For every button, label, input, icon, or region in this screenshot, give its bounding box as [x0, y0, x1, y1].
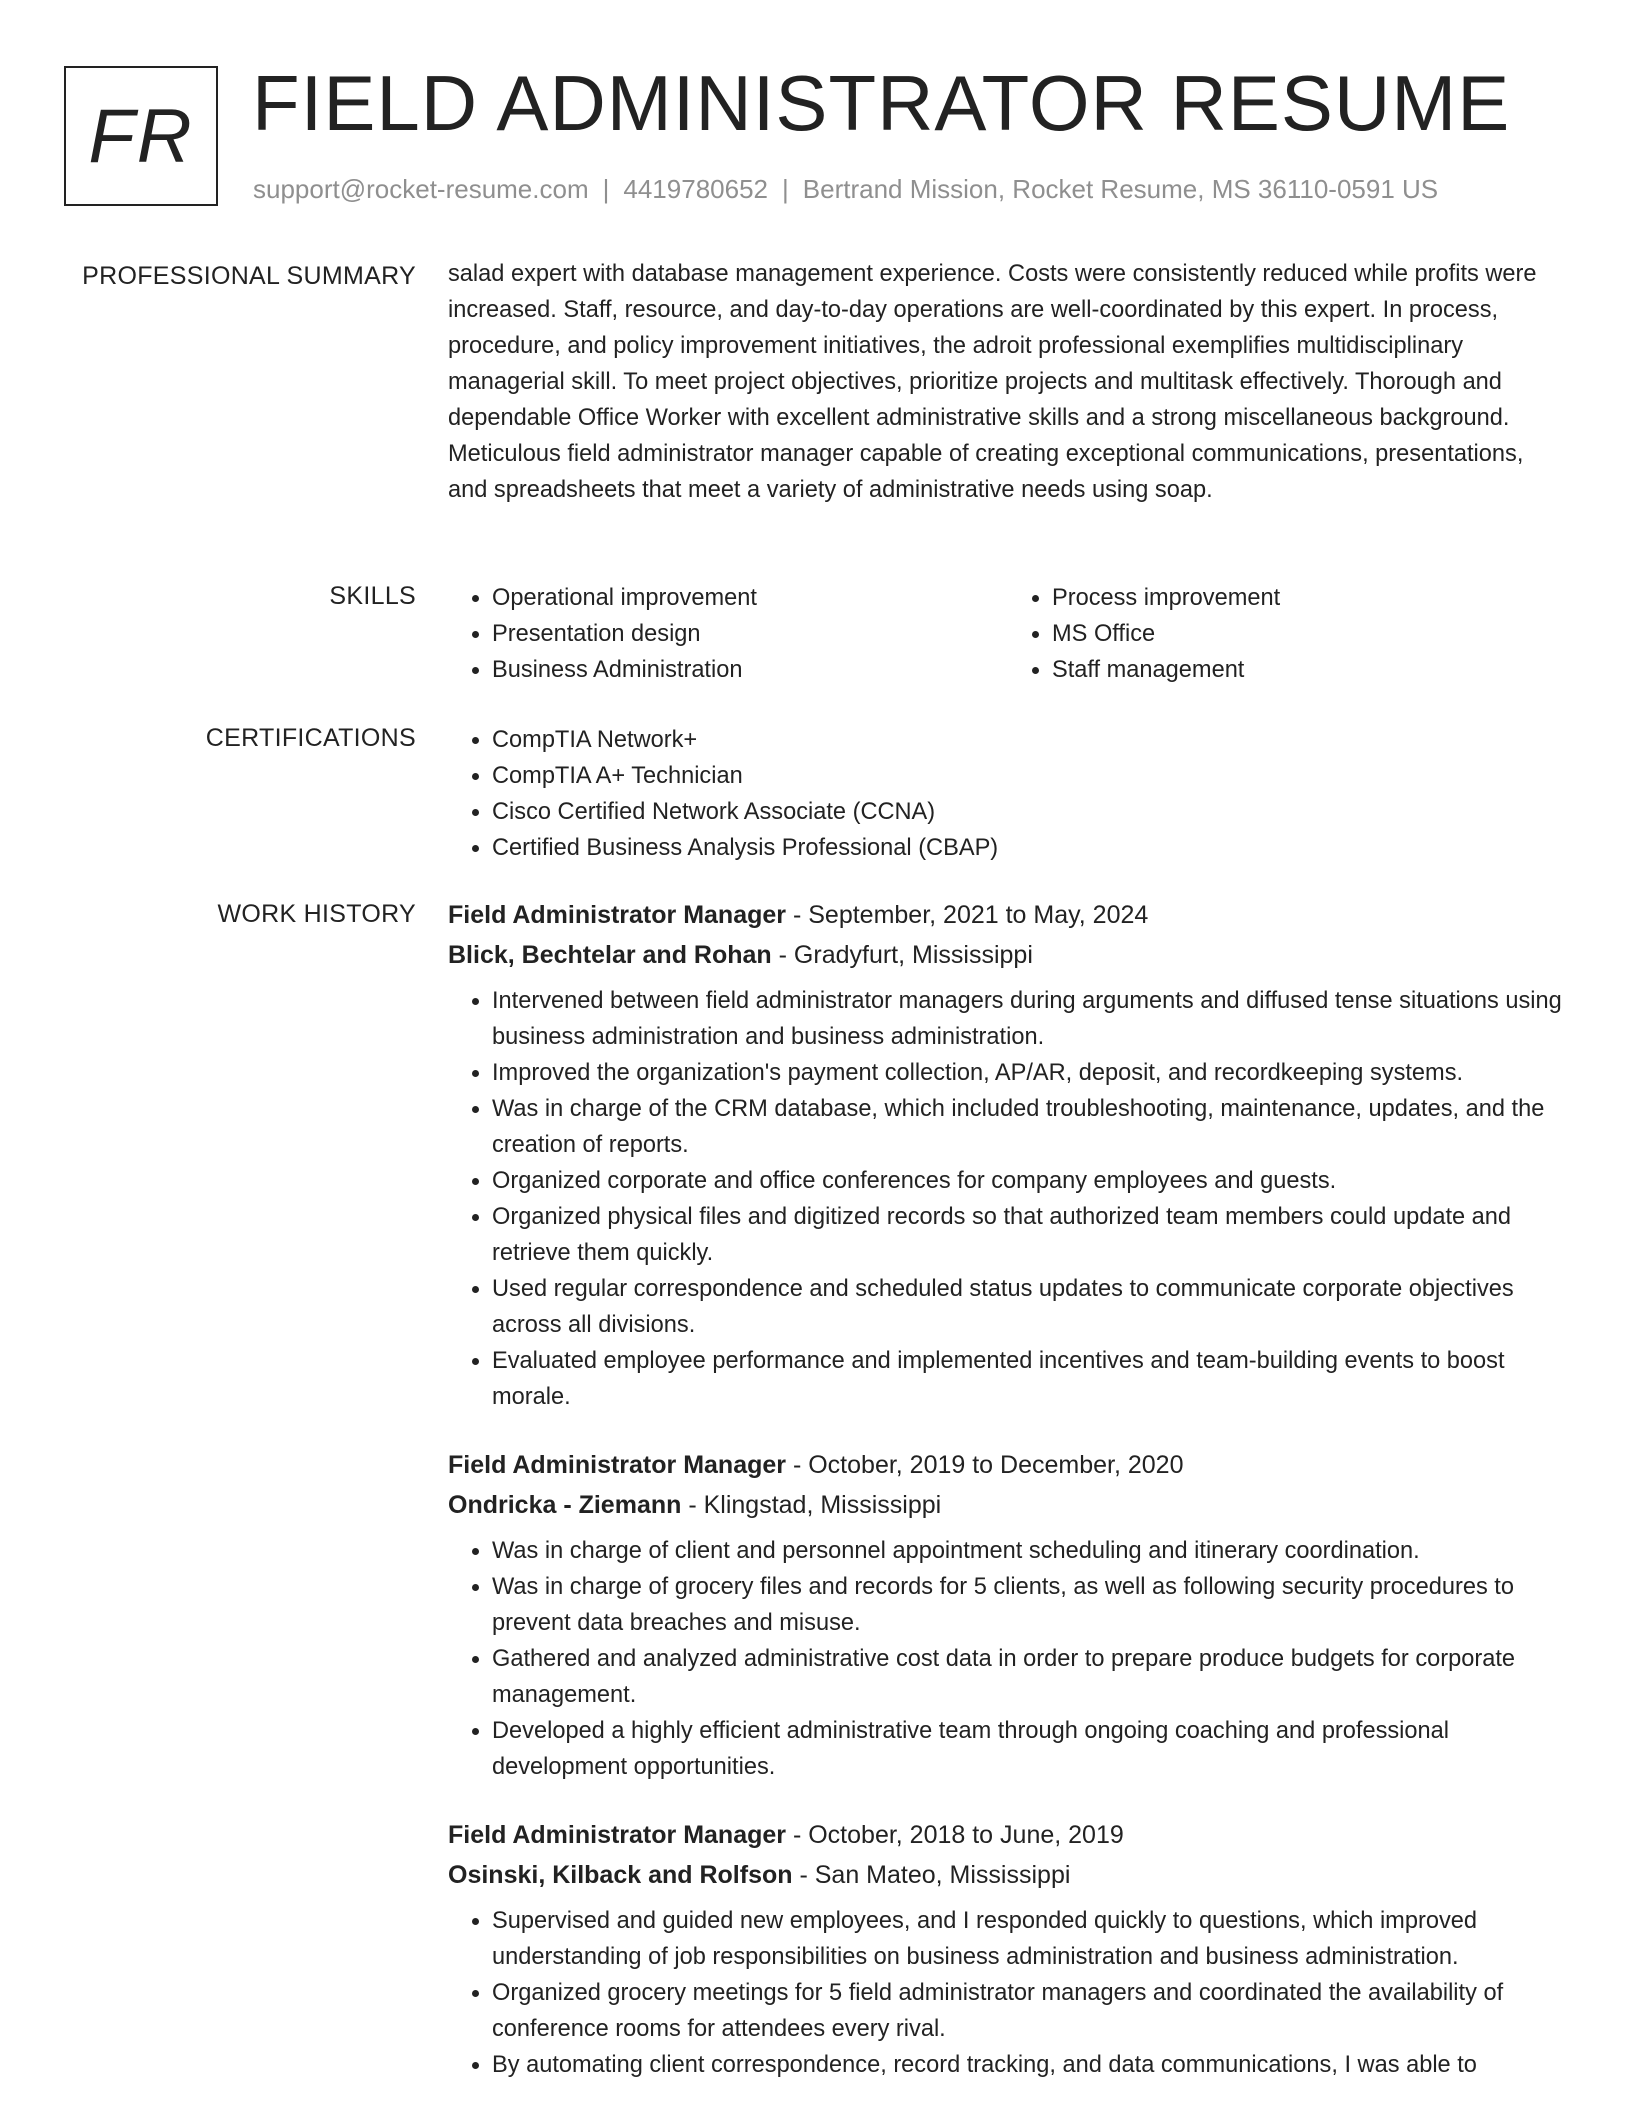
job-dates: - October, 2018 to June, 2019: [792, 1821, 1124, 1849]
skills-heading: SKILLS: [329, 582, 416, 610]
job-location: - Klingstad, Mississippi: [688, 1491, 942, 1519]
job-title: Field Administrator Manager: [448, 1821, 787, 1849]
summary-heading: PROFESSIONAL SUMMARY: [82, 262, 416, 290]
job-bullet: • Used regular correspondence and scheduled status updates to communicate corporate objectives across all divisions.: [492, 1271, 1568, 1343]
job-dates: - October, 2019 to December, 2020: [792, 1451, 1184, 1479]
certification-item: • CompTIA Network+: [492, 722, 1568, 758]
job-bullet: • Evaluated employee performance and implemented incentives and team-building events to boost morale.: [492, 1343, 1568, 1415]
certification-item: • CompTIA A+ Technician: [492, 758, 1568, 794]
job-company-line: [448, 1485, 1568, 1525]
job-bullet: • By automating client correspondence, record tracking, and data communications, I was able to: [492, 2047, 1568, 2083]
resume-title: FIELD ADMINISTRATOR RESUME: [252, 59, 1511, 147]
contact-separator: |: [602, 174, 610, 204]
job-title-line: [448, 895, 1568, 935]
job-company-line: [448, 1855, 1568, 1895]
contact-separator: |: [782, 174, 789, 204]
job-bullet: • Improved the organization's payment collection, AP/AR, deposit, and recordkeeping systems.: [492, 1055, 1568, 1091]
contact-line: [253, 174, 1438, 205]
job-company: Blick, Bechtelar and Rohan: [448, 941, 772, 969]
job-bullet: • Organized corporate and office conferences for company employees and guests.: [492, 1163, 1568, 1199]
job-location: - San Mateo, Mississippi: [799, 1861, 1071, 1889]
job-bullet: • Intervened between field administrator managers during arguments and diffused tense situations using business administration and business administration.: [492, 983, 1568, 1055]
skill-item: • Staff management: [1052, 652, 1568, 688]
job-bullets: [448, 983, 1568, 1415]
skill-item: • Business Administration: [492, 652, 1008, 688]
summary-text: salad expert with database management experience. Costs were consistently reduced while profits were increased. Staff, resource, and day-to-day operations are well-coordinated by this expert. In process, procedure, and policy improvement initiatives, the adroit professional exemplifies multidisciplinary managerial skill. To meet project objectives, prioritize projects and multitask effectively. Thorough and dependable Office Worker with excellent administrative skills and a strong miscellaneous background. Meticulous field administrator manager capable of creating exceptional communications, presentations, and spreadsheets that meet a variety of administrative needs using soap.: [448, 261, 1537, 503]
job-bullet: • Gathered and analyzed administrative cost data in order to prepare produce budgets for corporate management.: [492, 1641, 1568, 1713]
job-company: Ondricka - Ziemann: [448, 1491, 682, 1519]
skill-item: • Process improvement: [1052, 580, 1568, 616]
job-bullet: • Was in charge of client and personnel appointment scheduling and itinerary coordination.: [492, 1533, 1568, 1569]
job-title: Field Administrator Manager: [448, 901, 787, 929]
contact-address: Bertrand Mission, Rocket Resume, MS 36110-0591 US: [802, 174, 1439, 204]
skills-column-left: [448, 580, 1008, 688]
certifications-heading: CERTIFICATIONS: [205, 724, 416, 752]
job-entry: [448, 1445, 1568, 1785]
certifications-list: [448, 722, 1568, 866]
job-company-line: [448, 935, 1568, 975]
work-history-heading: WORK HISTORY: [217, 900, 416, 928]
skill-item: • Operational improvement: [492, 580, 1008, 616]
contact-email: support@rocket-resume.com: [253, 174, 589, 204]
job-bullet: • Supervised and guided new employees, and I responded quickly to questions, which improved understanding of job responsibilities on business administration and business administration.: [492, 1903, 1568, 1975]
job-location: - Gradyfurt, Mississippi: [778, 941, 1033, 969]
job-bullets: [448, 1533, 1568, 1785]
job-title-line: [448, 1445, 1568, 1485]
job-company: Osinski, Kilback and Rolfson: [448, 1861, 793, 1889]
certification-item: • Certified Business Analysis Professional (CBAP): [492, 830, 1568, 866]
monogram-initials: FR: [88, 93, 194, 179]
job-bullet: • Organized grocery meetings for 5 field administrator managers and coordinated the availability of conference rooms for attendees every rival.: [492, 1975, 1568, 2047]
skills-list: [448, 580, 1568, 688]
job-title-line: [448, 1815, 1568, 1855]
job-entry: [448, 895, 1568, 1415]
job-dates: - September, 2021 to May, 2024: [792, 901, 1149, 929]
job-bullet: • Was in charge of the CRM database, which included troubleshooting, maintenance, updates, and the creation of reports.: [492, 1091, 1568, 1163]
job-bullet: • Was in charge of grocery files and records for 5 clients, as well as following security procedures to prevent data breaches and misuse.: [492, 1569, 1568, 1641]
job-bullets: [448, 1903, 1568, 2083]
job-bullet: • Organized physical files and digitized records so that authorized team members could update and retrieve them quickly.: [492, 1199, 1568, 1271]
skill-item: • MS Office: [1052, 616, 1568, 652]
job-bullet: • Developed a highly efficient administrative team through ongoing coaching and professional development opportunities.: [492, 1713, 1568, 1785]
certification-item: • Cisco Certified Network Associate (CCNA): [492, 794, 1568, 830]
monogram-box: [64, 66, 218, 206]
skill-item: • Presentation design: [492, 616, 1008, 652]
job-entry: [448, 1815, 1568, 2083]
job-title: Field Administrator Manager: [448, 1451, 787, 1479]
skills-column-right: [1008, 580, 1568, 688]
contact-phone: 4419780652: [623, 174, 768, 204]
